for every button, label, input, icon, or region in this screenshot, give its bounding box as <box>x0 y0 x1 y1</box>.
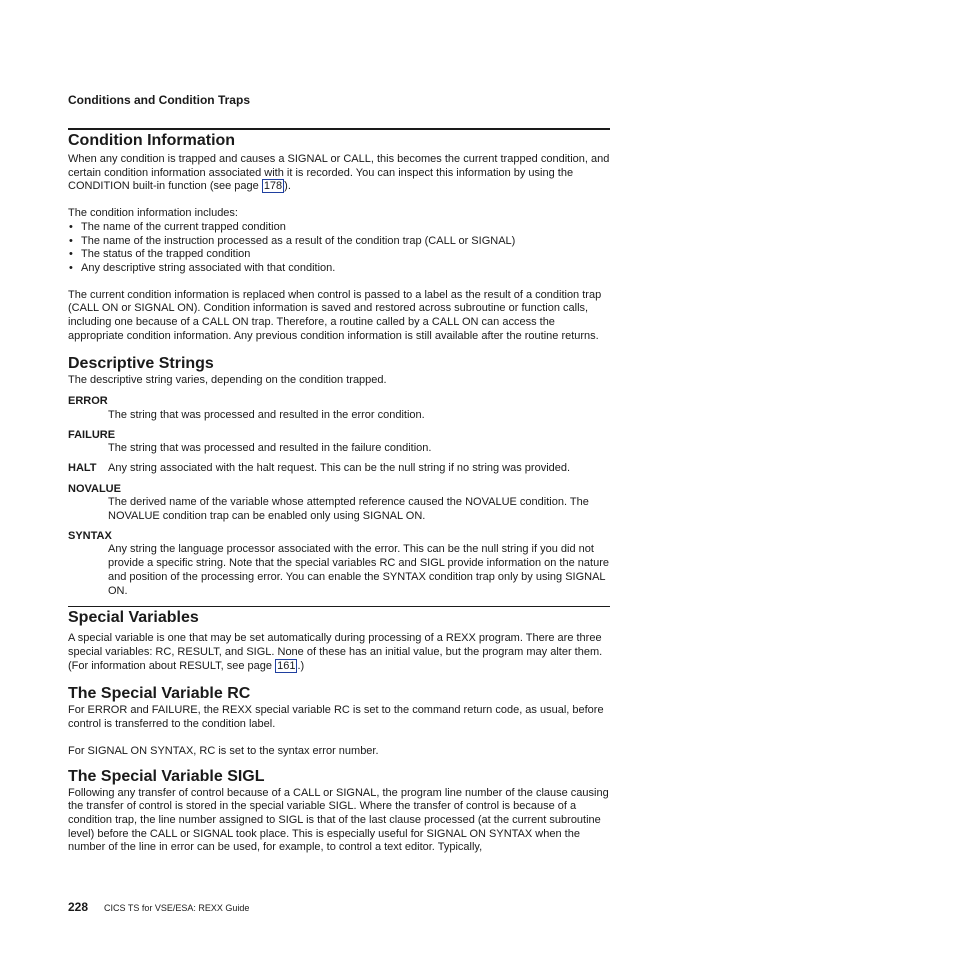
book-title: CICS TS for VSE/ESA: REXX Guide <box>104 903 250 913</box>
term-halt: HALT <box>68 461 97 474</box>
condition-info-list <box>68 221 610 276</box>
section-rule <box>68 606 610 607</box>
list-item: • The name of the instruction processed as a result of the condition trap (CALL or SIGNAL) <box>68 235 610 249</box>
running-head: Conditions and Condition Traps <box>68 93 250 107</box>
page-link-161[interactable]: 161 <box>277 659 296 672</box>
heading-descriptive-strings: Descriptive Strings <box>68 355 214 373</box>
paragraph-condition-replaced: The current condition information is replaced when control is passed to a label as the result of a condition trap (CALL ON or SIGNAL ON). Condition information is saved and restored across subroutine or function calls, including one because of a CALL ON trap. Therefore, a routine called by a CALL ON can access the appropriate condition information. Any previous condition information is still available after the routine returns. <box>68 288 602 342</box>
list-intro: The condition information includes: <box>68 207 238 220</box>
definition-novalue: The derived name of the variable whose attempted reference caused the NOVALUE condition. The NOVALUE condition trap can be enabled only using SIGNAL ON. <box>108 496 589 523</box>
paragraph-special-variables: A special variable is one that may be set automatically during processing of a REXX program. There are three special variables: RC, RESULT, and SIGL. None of these has an initial value, but the program may alter them. (For information about RESULT, see page 161 .) <box>68 632 603 672</box>
list-item: • The status of the trapped condition <box>68 248 610 262</box>
section-rule <box>68 128 610 130</box>
term-syntax: SYNTAX <box>68 529 112 542</box>
paragraph-sigl: Following any transfer of control because of a CALL or SIGNAL, the program line number of the clause causing the transfer of control is stored in the special variable SIGL. Where the transfer of control is because of a condition trap, the line number assigned to SIGL is that of the last clause processed (at the current subroutine level) before the CALL or SIGNAL took place. This is especially useful for SIGNAL ON SYNTAX when the number of the line in error can be used, for example, to control a text editor. Typically, <box>68 786 609 854</box>
heading-special-variables: Special Variables <box>68 609 199 627</box>
term-novalue: NOVALUE <box>68 482 121 495</box>
page-content <box>68 93 610 855</box>
paragraph-condition-intro: When any condition is trapped and causes a SIGNAL or CALL, this becomes the current trapped condition, and certain condition information associated with it is recorded. You can inspect this information by using the CONDITION built-in function (see page 178 ). <box>68 153 610 193</box>
list-item: • The name of the current trapped condition <box>68 221 610 235</box>
page-footer <box>68 900 249 914</box>
term-error: ERROR <box>68 395 108 408</box>
heading-special-variable-rc: The Special Variable RC <box>68 685 251 703</box>
definition-error: The string that was processed and resulted in the error condition. <box>108 408 425 421</box>
halt-entry <box>68 462 610 476</box>
page-number: 228 <box>68 900 89 914</box>
descriptive-strings-intro: The descriptive string varies, depending on the condition trapped. <box>68 374 387 387</box>
paragraph-rc-error-failure: For ERROR and FAILURE, the REXX special variable RC is set to the command return code, as usual, before control is transferred to the condition label. <box>68 704 604 731</box>
paragraph-rc-syntax: For SIGNAL ON SYNTAX, RC is set to the syntax error number. <box>68 744 379 757</box>
term-failure: FAILURE <box>68 428 116 441</box>
definition-halt: Any string associated with the halt request. This can be the null string if no string was provided. <box>108 461 571 474</box>
definition-syntax: Any string the language processor associated with the error. This can be the null string if you did not provide a specific string. Note that the special variables RC and SIGL provide information on the nature and position of the processing error. You can enable the SYNTAX condition trap only by using SIGNAL ON. <box>108 543 609 597</box>
page-link-178[interactable]: 178 <box>263 180 283 193</box>
heading-condition-information: Condition Information <box>68 132 236 149</box>
heading-special-variable-sigl: The Special Variable SIGL <box>68 767 265 785</box>
list-item: • Any descriptive string associated with that condition. <box>68 262 610 276</box>
definition-failure: The string that was processed and resulted in the failure condition. <box>108 442 432 455</box>
